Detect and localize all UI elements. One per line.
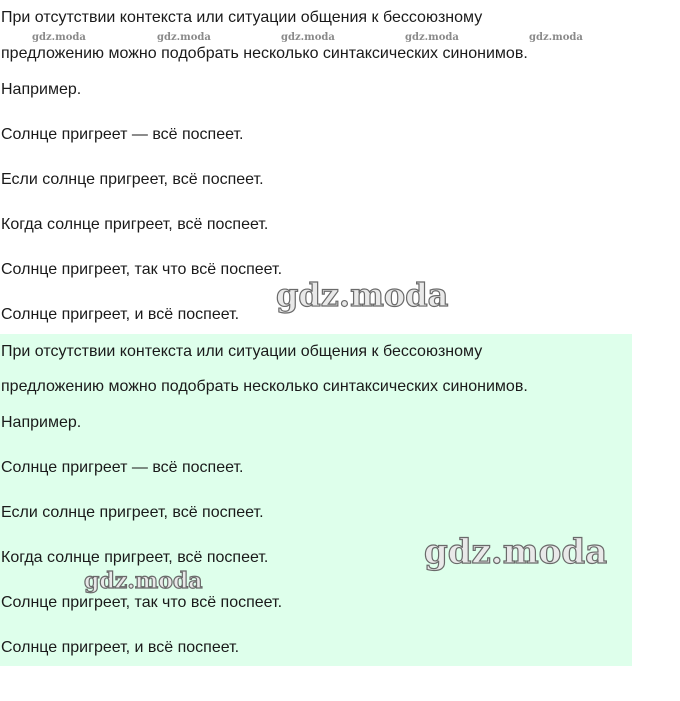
example-sentence-4: Солнце пригреет, так что всё поспеет.: [1, 261, 283, 278]
watermark-large: gdz.moda: [424, 532, 608, 572]
example-sentence-2: Если солнце пригреет, всё поспеет.: [1, 504, 264, 521]
example-sentence-1: Солнце пригреет — всё поспеет.: [1, 126, 244, 143]
watermark-small: gdz.moda: [281, 32, 335, 43]
watermark-small: gdz.moda: [405, 32, 459, 43]
intro-line-2: предложению можно подобрать несколько синтаксических синонимов.: [1, 45, 528, 62]
example-sentence-5: Солнце пригреет, и всё поспеет.: [1, 639, 240, 656]
watermark-small: gdz.moda: [529, 32, 583, 43]
example-label: Например.: [1, 414, 82, 431]
example-sentence-2: Если солнце пригреет, всё поспеет.: [1, 171, 264, 188]
intro-line-2: предложению можно подобрать несколько синтаксических синонимов.: [1, 378, 528, 395]
watermark-large: gdz.moda: [276, 276, 449, 314]
watermark-small: gdz.moda: [32, 32, 86, 43]
intro-line-1: При отсутствии контекста или ситуации общения к бессоюзному: [1, 9, 483, 26]
example-sentence-3: Когда солнце пригреет, всё поспеет.: [1, 216, 269, 233]
watermark-large: gdz.moda: [84, 568, 203, 594]
example-label: Например.: [1, 81, 82, 98]
example-sentence-1: Солнце пригреет — всё поспеет.: [1, 459, 244, 476]
watermark-small: gdz.moda: [157, 32, 211, 43]
intro-line-1: При отсутствии контекста или ситуации общения к бессоюзному: [1, 343, 483, 360]
example-sentence-3: Когда солнце пригреет, всё поспеет.: [1, 549, 269, 566]
example-sentence-4: Солнце пригреет, так что всё поспеет.: [1, 594, 283, 611]
example-sentence-5: Солнце пригреет, и всё поспеет.: [1, 306, 240, 323]
